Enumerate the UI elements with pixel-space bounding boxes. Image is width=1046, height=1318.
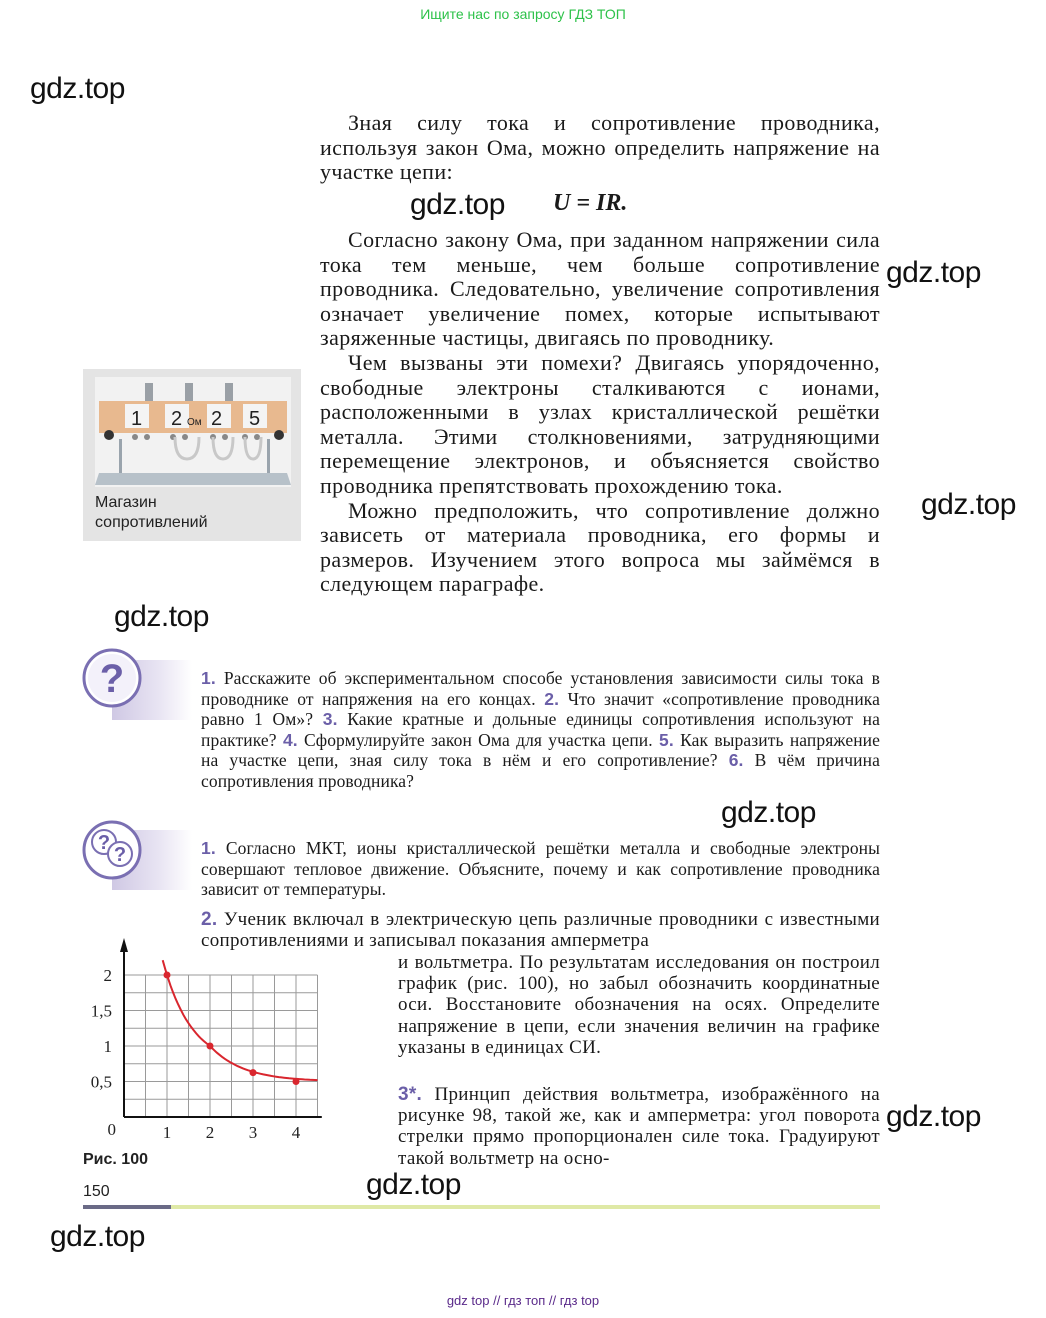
question-icon [82, 648, 142, 708]
question-number: 5. [659, 729, 674, 750]
paragraph-3: Чем вызваны эти помехи? Двигаясь упорядоченно, свободные электроны сталкиваются с ионами, расположенными в узлах кристаллической решётки металла. Этими столкновениями, затрудняющими перемещение электронов, и объясняется свойство проводника препятствовать прохождению тока. [320, 349, 880, 498]
photo-caption [95, 493, 208, 533]
watermark: gdz.top [50, 1220, 145, 1253]
svg-text:1: 1 [103, 1037, 112, 1056]
task-3 [398, 1084, 880, 1169]
task-text: Ученик включал в электрическую цепь различные проводники с известными сопротивлениями и записывал показания амперметра [201, 909, 880, 952]
figure-100-chart [75, 930, 335, 1150]
footer-links[interactable]: gdz top // гдз топ // гдз top [446, 1293, 600, 1308]
svg-text:1,5: 1,5 [90, 1001, 112, 1021]
task-2-side [398, 952, 880, 1058]
question-text: В чём причина сопротивления проводника? [201, 750, 880, 791]
task-text: Принцип действия вольтметра, изображённого на рисунке 98, такой же, как и амперметра: угол поворота стрелки прямо пропорционален силе тока. Градуируют такой вольтметр на осно- [398, 1084, 880, 1169]
label-1: 1 [131, 408, 143, 430]
watermark: gdz.top [886, 256, 981, 289]
question-number: 1. [201, 838, 216, 858]
svg-text:?: ? [113, 844, 127, 866]
question-number: 6. [728, 750, 744, 770]
task-number: 2. [201, 909, 218, 930]
footer-bar-dark [83, 1205, 171, 1209]
watermark: gdz.top [30, 72, 125, 105]
svg-text:4: 4 [291, 1123, 301, 1142]
figure-caption: Рис. 100 [83, 1151, 148, 1168]
page-number: 150 [83, 1183, 110, 1200]
paragraph-1: Зная силу тока и сопротивление проводника, используя закон Ома, можно определить напряжение на участке цепи: [320, 110, 880, 185]
question-text: Какие кратные и дольные единицы сопротивления используют на практике? [201, 709, 880, 750]
main-text [320, 111, 880, 185]
svg-text:?: ? [97, 832, 111, 854]
svg-text:2: 2 [205, 1123, 215, 1142]
watermark: gdz.top [921, 488, 1016, 521]
resistance-box-figure [83, 369, 301, 541]
question-text: Как выразить напряжение на участке цепи, зная силу тока в нём и его сопротивление? [201, 729, 881, 770]
question-number: 4. [282, 729, 298, 750]
svg-text:2: 2 [171, 408, 183, 430]
paragraph-2: Согласно закону Ома, при заданном напряжении сила тока тем меньше, чем больше сопротивление проводника. Следовательно, увеличение сопротивления означает увеличение помех, которые испытывают заряженные частицы, двигаясь по проводнику. [320, 227, 880, 351]
svg-text:1: 1 [162, 1123, 172, 1142]
search-banner[interactable]: Ищите нас по запросу ГДЗ ТОП [420, 6, 626, 22]
question-number: 1. [201, 668, 216, 688]
footer-bar-light [171, 1205, 880, 1209]
double-question-icon [82, 820, 142, 880]
watermark: gdz.top [886, 1100, 981, 1133]
question-text: Сформулируйте закон Ома для участка цепи. [304, 729, 653, 750]
caption-line-2: сопротивлений [95, 514, 208, 531]
paragraph-4: Можно предположить, что сопротивление должно зависеть от материала проводника, его формы и размеров. Изучением этого вопроса мы займёмся в следующем параграфе. [320, 497, 880, 597]
svg-text:0,5: 0,5 [90, 1072, 112, 1092]
question-text: Согласно МКТ, ионы кристаллической решётки металла и свободные электроны совершают тепловое движение. Объясните, почему и как сопротивление проводника зависит от температуры. [201, 838, 880, 899]
svg-text:0: 0 [107, 1120, 116, 1139]
question-number: 3. [322, 709, 338, 729]
svg-text:2: 2 [103, 966, 112, 985]
svg-text:2: 2 [211, 408, 223, 430]
question-number: 2. [544, 688, 560, 709]
watermark: gdz.top [410, 188, 505, 221]
main-text-continued [320, 228, 880, 597]
task-number: 3*. [398, 1084, 423, 1105]
svg-text:Ом: Ом [187, 417, 202, 428]
watermark: gdz.top [114, 600, 209, 633]
caption-line-1: Магазин [95, 494, 157, 511]
watermark: gdz.top [366, 1168, 461, 1201]
formula-ohm: U = IR. [553, 190, 628, 216]
watermark: gdz.top [721, 796, 816, 829]
discussion-questions [201, 838, 880, 900]
svg-text:?: ? [99, 657, 125, 701]
question-text: Что значит «сопротивление проводника равно 1 Ом»? [201, 688, 881, 729]
question-text: Расскажите об экспериментальном способе установления зависимости силы тока в проводнике от напряжения на его концах. [201, 668, 880, 709]
review-questions [201, 668, 880, 791]
svg-text:3: 3 [248, 1123, 258, 1142]
svg-text:5: 5 [249, 408, 261, 430]
resistance-box-image [95, 377, 291, 487]
task-text: и вольтметра. По результатам исследования он построил график (рис. 100), но забыл обозначить координатные оси. Восстановите обозначения на осях. Определите напряжение в цепи, если значения величин на графике указаны в единицах СИ. [398, 952, 880, 1058]
